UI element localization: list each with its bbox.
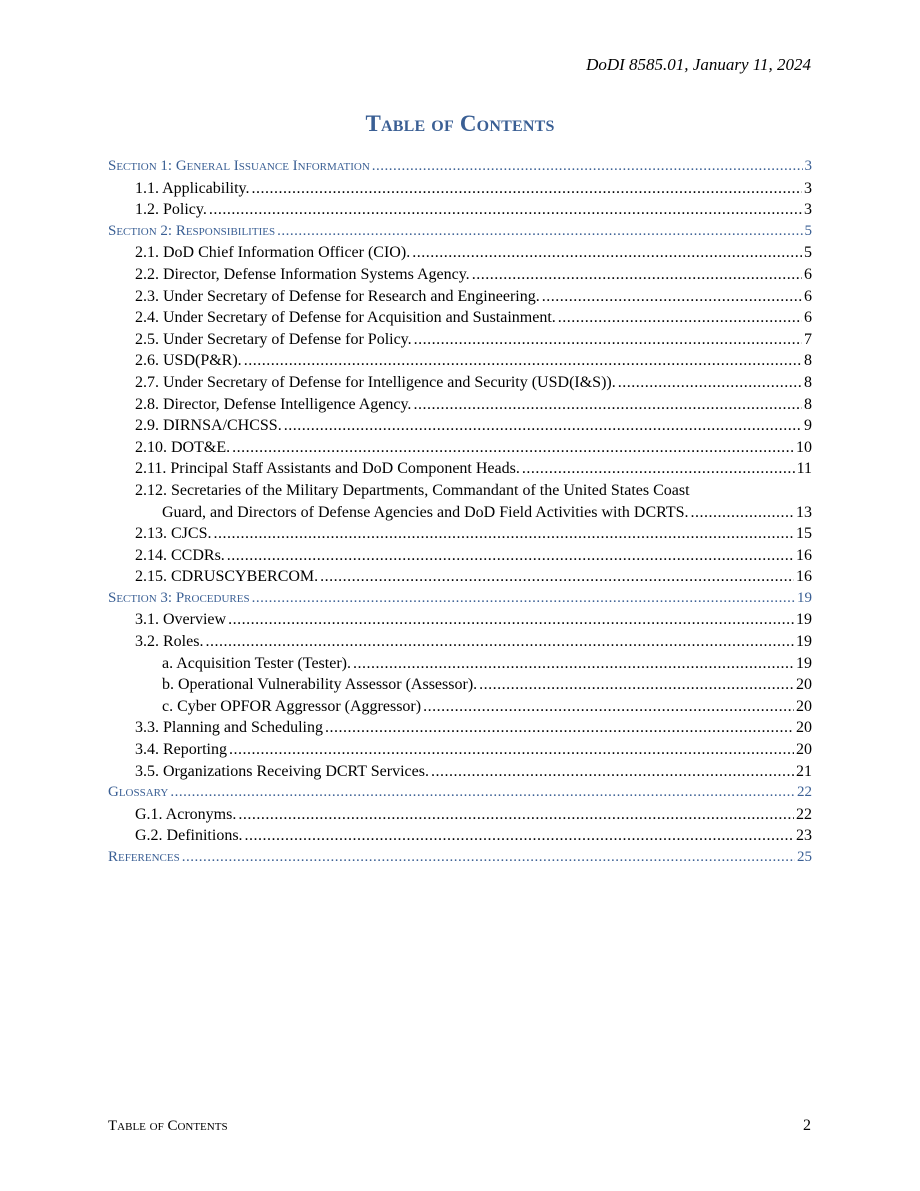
toc-entry-label: 2.13. CJCS. <box>135 525 212 543</box>
toc-entry-label: 2.6. USD(P&R). <box>135 352 242 370</box>
toc-entry-3-2-a[interactable] <box>108 653 812 675</box>
toc-entry-3-4[interactable] <box>108 739 812 761</box>
toc-page-number: 20 <box>796 697 812 715</box>
dot-leader <box>284 415 802 437</box>
toc-entry-label: b. Operational Vulnerability Assessor (Assessor). <box>162 676 478 694</box>
toc-page-number: 3 <box>804 179 812 197</box>
toc-entry-section-2[interactable] <box>108 221 812 243</box>
dot-leader <box>412 242 802 264</box>
dot-leader <box>209 199 802 221</box>
toc-entry-continuation <box>135 502 812 524</box>
page-title: Table of Contents <box>365 111 555 136</box>
toc-page-number: 6 <box>804 265 812 283</box>
toc-page-number: 8 <box>804 395 812 413</box>
toc-entry-glossary[interactable] <box>108 782 812 804</box>
toc-page-number: 9 <box>804 417 812 435</box>
toc-entry-section-1[interactable] <box>108 156 812 178</box>
toc-entry-label: 3.3. Planning and Scheduling <box>135 719 323 737</box>
toc-entry-label: 2.3. Under Secretary of Defense for Research and Engineering. <box>135 287 540 305</box>
dot-leader <box>479 674 794 696</box>
table-of-contents <box>108 156 812 869</box>
toc-entry-2-13[interactable] <box>108 523 812 545</box>
toc-entry-label: 2.15. CDRUSCYBERCOM. <box>135 568 319 586</box>
toc-page-number: 7 <box>804 330 812 348</box>
dot-leader <box>227 545 794 567</box>
toc-entry-label: Glossary <box>108 784 169 801</box>
toc-page-number: 23 <box>796 827 812 845</box>
toc-page-number: 6 <box>804 309 812 327</box>
toc-page-number: 22 <box>797 784 812 801</box>
toc-entry-3-1[interactable] <box>108 609 812 631</box>
dot-leader <box>423 696 794 718</box>
toc-entry-label: 3.1. Overview <box>135 611 227 629</box>
toc-entry-label: 2.1. DoD Chief Information Officer (CIO). <box>135 244 411 262</box>
toc-entry-label: References <box>108 849 180 865</box>
toc-entry-2-4[interactable] <box>108 307 812 329</box>
dot-leader <box>542 286 802 308</box>
dot-leader <box>353 653 794 675</box>
toc-page-number: 6 <box>804 287 812 305</box>
toc-entry-2-3[interactable] <box>108 286 812 308</box>
document-reference: DoDI 8585.01, January 11, 2024 <box>586 55 811 74</box>
toc-page-number: 13 <box>796 503 812 521</box>
toc-page-number: 15 <box>796 525 812 543</box>
toc-entry-label: G.1. Acronyms. <box>135 805 237 823</box>
toc-page-number: 3 <box>804 158 812 174</box>
toc-entry-2-1[interactable] <box>108 242 812 264</box>
toc-page-number: 25 <box>797 849 812 865</box>
dot-leader <box>205 631 794 653</box>
toc-page-number: 22 <box>796 805 812 823</box>
toc-page-number: 19 <box>797 589 812 606</box>
toc-page-number: 19 <box>796 654 812 672</box>
toc-entry-label: c. Cyber OPFOR Aggressor (Aggressor) <box>162 697 422 715</box>
dot-leader <box>182 847 795 869</box>
toc-entry-label: 3.2. Roles. <box>135 633 204 651</box>
toc-entry-2-15[interactable] <box>108 566 812 588</box>
dot-leader <box>213 523 794 545</box>
toc-page-number: 19 <box>796 611 812 629</box>
toc-entry-label: 1.2. Policy. <box>135 201 207 219</box>
footer-page-number: 2 <box>803 1117 811 1134</box>
dot-leader <box>245 825 794 847</box>
dot-leader <box>238 804 794 826</box>
dot-leader <box>558 307 802 329</box>
toc-entry-label: 2.4. Under Secretary of Defense for Acquisition and Sustainment. <box>135 309 556 327</box>
toc-entry-2-5[interactable] <box>108 329 812 351</box>
dot-leader <box>618 372 802 394</box>
toc-page-number: 16 <box>796 546 812 564</box>
toc-entry-3-5[interactable] <box>108 761 812 783</box>
toc-page-number: 10 <box>796 438 812 456</box>
toc-entry-label: Section 2: Responsibilities <box>108 222 276 239</box>
toc-entry-section-3[interactable] <box>108 588 812 610</box>
toc-entry-label-line-2: Guard, and Directors of Defense Agencies and DoD Field Activities with DCRTS. <box>162 503 689 521</box>
toc-entry-2-7[interactable] <box>108 372 812 394</box>
toc-entry-3-2[interactable] <box>108 631 812 653</box>
toc-entry-1-1[interactable] <box>108 178 812 200</box>
toc-page-number: 5 <box>804 222 812 239</box>
toc-entry-2-2[interactable] <box>108 264 812 286</box>
toc-entry-3-2-b[interactable] <box>108 674 812 696</box>
dot-leader <box>413 394 802 416</box>
toc-entry-2-14[interactable] <box>108 545 812 567</box>
toc-entry-label: 2.7. Under Secretary of Defense for Intelligence and Security (USD(I&S)). <box>135 373 616 391</box>
toc-entry-label: Section 1: General Issuance Information <box>108 158 370 174</box>
toc-entry-2-12[interactable] <box>108 480 812 523</box>
toc-entry-3-3[interactable] <box>108 717 812 739</box>
toc-entry-2-11[interactable] <box>108 458 812 480</box>
toc-entry-label: 2.14. CCDRs. <box>135 546 225 564</box>
toc-entry-label: Section 3: Procedures <box>108 589 250 606</box>
toc-entry-2-10[interactable] <box>108 437 812 459</box>
toc-entry-label: 2.11. Principal Staff Assistants and DoD Component Heads. <box>135 460 520 478</box>
toc-page-number: 8 <box>804 352 812 370</box>
toc-page-number: 21 <box>796 762 812 780</box>
toc-entry-label: 2.10. DOT&E. <box>135 438 231 456</box>
toc-entry-label: 2.2. Director, Defense Information Systems Agency. <box>135 265 470 283</box>
dot-leader <box>414 329 802 351</box>
toc-entry-g-2[interactable] <box>108 825 812 847</box>
dot-leader <box>229 739 794 761</box>
dot-leader <box>228 609 794 631</box>
toc-entry-3-2-c[interactable] <box>108 696 812 718</box>
toc-entry-label: G.2. Definitions. <box>135 827 243 845</box>
toc-page-number: 19 <box>796 633 812 651</box>
toc-entry-label: 1.1. Applicability. <box>135 179 250 197</box>
dot-leader <box>320 566 794 588</box>
dot-leader <box>325 717 794 739</box>
toc-entry-2-9[interactable] <box>108 415 812 437</box>
toc-entry-label-line-1: 2.12. Secretaries of the Military Departments, Commandant of the United States Coast <box>135 481 690 499</box>
toc-entry-label: 3.5. Organizations Receiving DCRT Services. <box>135 762 429 780</box>
toc-page-number: 20 <box>796 741 812 759</box>
toc-page-number: 20 <box>796 676 812 694</box>
dot-leader <box>472 264 802 286</box>
dot-leader <box>170 782 795 804</box>
dot-leader <box>244 350 802 372</box>
dot-leader <box>522 458 795 480</box>
toc-page-number: 16 <box>796 568 812 586</box>
toc-entry-g-1[interactable] <box>108 804 812 826</box>
toc-page-number: 20 <box>796 719 812 737</box>
dot-leader <box>431 761 794 783</box>
toc-entry-label: 2.9. DIRNSA/CHCSS. <box>135 417 282 435</box>
toc-entry-label: 2.5. Under Secretary of Defense for Policy. <box>135 330 412 348</box>
toc-entry-1-2[interactable] <box>108 199 812 221</box>
toc-page-number: 3 <box>804 201 812 219</box>
toc-entry-2-8[interactable] <box>108 394 812 416</box>
footer-section-title: Table of Contents <box>108 1118 228 1134</box>
toc-page-number: 8 <box>804 373 812 391</box>
dot-leader <box>252 588 795 610</box>
toc-entry-label: a. Acquisition Tester (Tester). <box>162 654 351 672</box>
dot-leader <box>372 156 803 178</box>
dot-leader <box>252 178 802 200</box>
dot-leader <box>232 437 794 459</box>
toc-entry-references[interactable] <box>108 847 812 869</box>
toc-entry-2-6[interactable] <box>108 350 812 372</box>
toc-entry-label: 2.8. Director, Defense Intelligence Agency. <box>135 395 412 413</box>
toc-entry-label: 3.4. Reporting <box>135 741 227 759</box>
toc-page-number: 5 <box>804 244 812 262</box>
dot-leader <box>277 221 802 243</box>
toc-page-number: 11 <box>796 460 812 478</box>
dot-leader <box>691 502 795 524</box>
